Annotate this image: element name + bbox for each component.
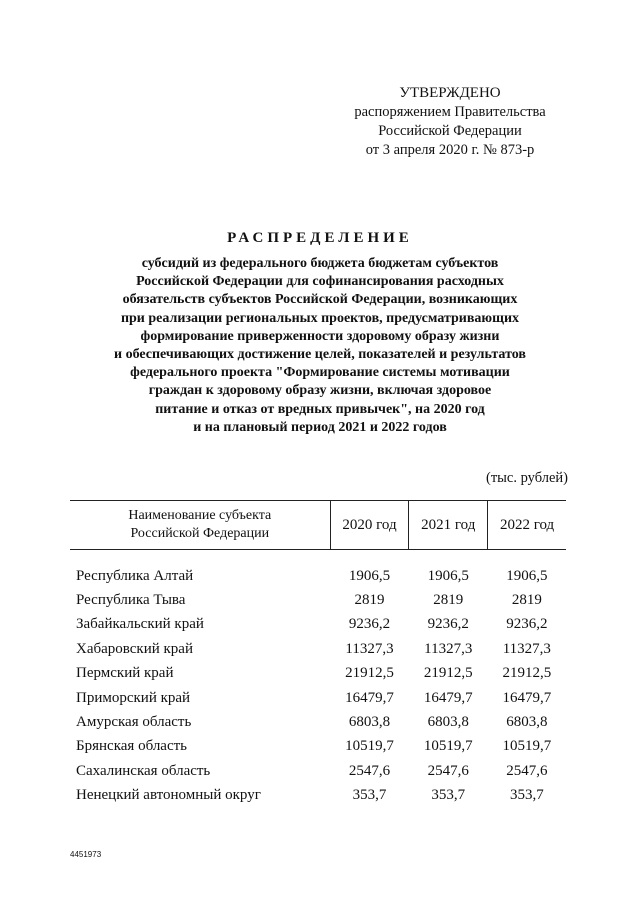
- value-2022-cell: 353,7: [509, 787, 544, 804]
- value-2021-cell: 353,7: [431, 787, 466, 804]
- value-2020-cell: 1906,5: [348, 567, 391, 584]
- region-name-cell: Республика Алтай: [76, 567, 194, 584]
- subtitle-line: граждан к здоровому образу жизни, включая здоровое: [148, 383, 492, 399]
- subtitle-line: обязательств субъектов Российской Федерации, возникающих: [122, 292, 518, 308]
- value-2021-cell: 2547,6: [427, 762, 469, 779]
- table-row: [70, 613, 566, 637]
- approval-line-1: распоряжением Правительства: [354, 104, 546, 120]
- value-2020-cell: 9236,2: [348, 616, 391, 633]
- subtitle-line: при реализации региональных проектов, предусматривающих: [120, 310, 520, 326]
- header-2022: 2022 год: [488, 501, 566, 550]
- header-2020: 2020 год: [330, 501, 409, 550]
- table-spacer: [70, 550, 566, 565]
- region-name-cell: Забайкальский край: [76, 616, 204, 633]
- subsidy-table: [70, 500, 566, 808]
- subtitle-line: федерального проекта "Формирование системы мотивации: [130, 365, 510, 381]
- value-2022-cell: 2819: [511, 592, 542, 609]
- region-name-cell: Хабаровский край: [76, 640, 193, 657]
- table-row: [70, 686, 566, 710]
- approval-block: [330, 84, 570, 160]
- value-2021-cell: 9236,2: [427, 616, 469, 633]
- approval-line-2: Российской Федерации: [378, 123, 522, 139]
- value-2021-cell: 21912,5: [423, 665, 473, 682]
- subtitle-line: и на плановый период 2021 и 2022 годов: [193, 419, 447, 435]
- document-title: РАСПРЕДЕЛЕНИЕ: [227, 230, 413, 246]
- value-2020-cell: 2819: [354, 592, 385, 609]
- value-2022-cell: 6803,8: [506, 714, 548, 731]
- subtitle-line: формирование приверженности здоровому образу жизни: [140, 328, 500, 344]
- region-name-cell: Ненецкий автономный округ: [76, 787, 261, 804]
- value-2021-cell: 16479,7: [423, 689, 473, 706]
- value-2021-cell: 2819: [433, 592, 464, 609]
- value-2020-cell: 21912,5: [345, 665, 394, 682]
- region-name-cell: Амурская область: [76, 714, 192, 731]
- subtitle-line: субсидий из федерального бюджета бюджетам субъектов: [141, 256, 499, 271]
- value-2022-cell: 16479,7: [502, 689, 552, 706]
- value-2021-cell: 6803,8: [427, 714, 469, 731]
- value-2020-cell: 11327,3: [345, 640, 394, 657]
- table-row: [70, 784, 566, 808]
- table-row: [70, 662, 566, 686]
- table-row: [70, 637, 566, 661]
- header-name-line-1: Наименование субъекта: [128, 508, 272, 523]
- value-2020-cell: 2547,6: [348, 762, 391, 779]
- value-2020-cell: 6803,8: [348, 714, 391, 731]
- table-row: [70, 710, 566, 734]
- subtitle-line: Российской Федерации для софинансирования расходных: [136, 274, 504, 290]
- document-subtitle: [80, 255, 560, 437]
- table-row: [70, 759, 566, 783]
- table-row: [70, 588, 566, 612]
- header-name-line-2: Российской Федерации: [130, 526, 270, 541]
- value-2020-cell: 353,7: [352, 787, 387, 804]
- table-row: [70, 735, 566, 759]
- region-name-cell: Брянская область: [76, 738, 188, 755]
- region-name-cell: Приморский край: [76, 689, 191, 706]
- value-2020-cell: 10519,7: [345, 738, 394, 755]
- value-2022-cell: 21912,5: [502, 665, 552, 682]
- value-2022-cell: 2547,6: [506, 762, 548, 779]
- table-header-row: [70, 501, 566, 550]
- region-name-cell: Республика Тыва: [76, 592, 186, 609]
- document-number: 4451973: [70, 850, 102, 859]
- value-2021-cell: 11327,3: [424, 640, 473, 657]
- header-region-name: [70, 501, 330, 550]
- units-label: (тыс. рублей): [486, 470, 568, 486]
- value-2022-cell: 10519,7: [502, 738, 552, 755]
- value-2022-cell: 11327,3: [502, 640, 551, 657]
- value-2020-cell: 16479,7: [345, 689, 394, 706]
- value-2022-cell: 9236,2: [506, 616, 548, 633]
- subtitle-line: и обеспечивающих достижение целей, показателей и результатов: [114, 347, 526, 363]
- value-2021-cell: 10519,7: [423, 738, 473, 755]
- value-2022-cell: 1906,5: [506, 567, 548, 584]
- header-2021: 2021 год: [409, 501, 488, 550]
- region-name-cell: Сахалинская область: [76, 762, 211, 779]
- subtitle-line: питание и отказ от вредных привычек", на 2020 год: [155, 401, 485, 417]
- region-name-cell: Пермский край: [76, 665, 174, 682]
- table-row: [70, 564, 566, 588]
- approval-line-3: от 3 апреля 2020 г. № 873-р: [365, 142, 535, 158]
- approval-heading: УТВЕРЖДЕНО: [399, 85, 501, 101]
- value-2021-cell: 1906,5: [427, 567, 469, 584]
